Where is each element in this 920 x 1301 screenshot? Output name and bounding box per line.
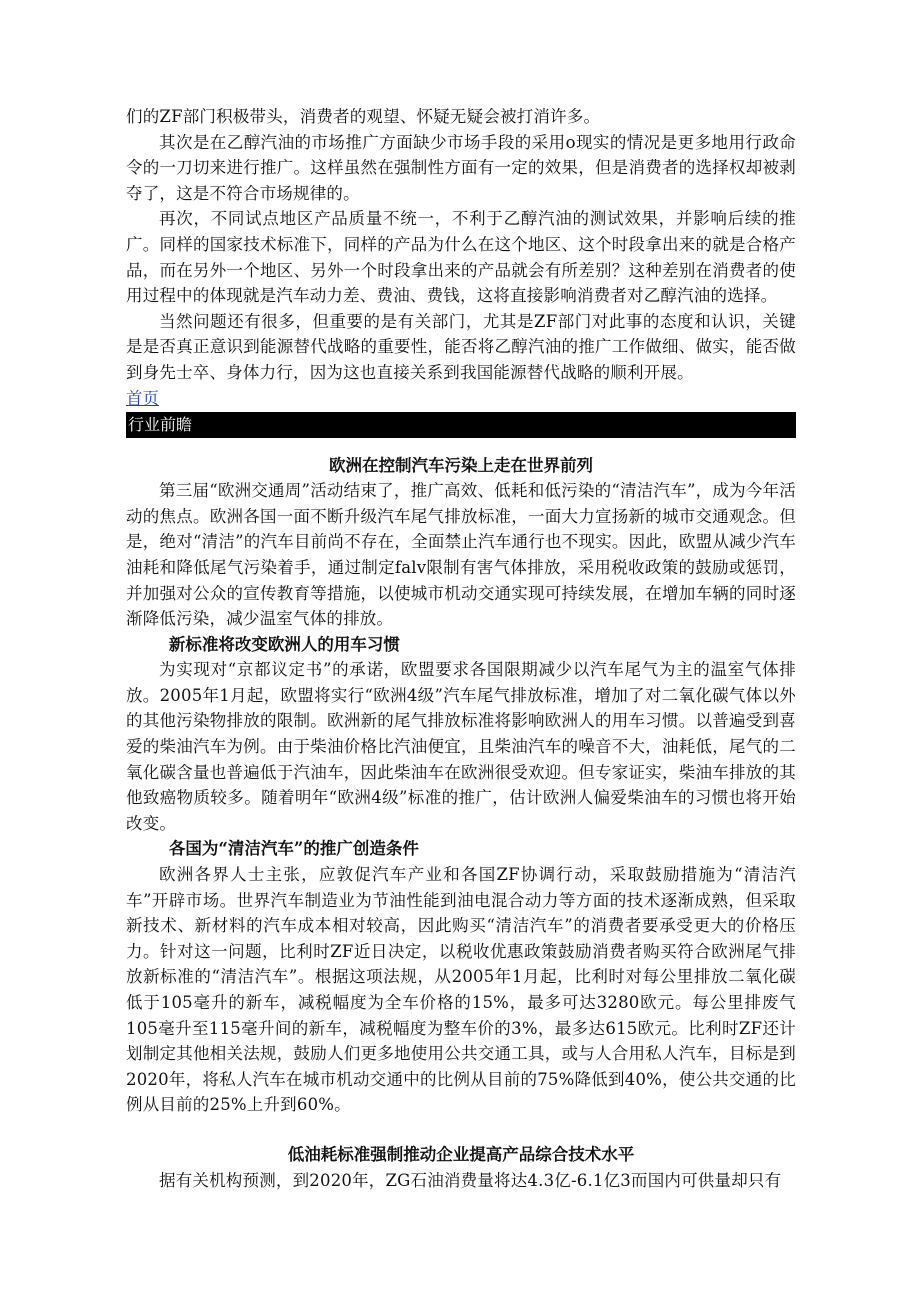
article-2-body: 据有关机构预测，到2020年，ZG石油消费量将达4.3亿-6.1亿3而国内可供量却只有 — [159, 1170, 782, 1190]
intro-paragraph-4: 当然问题还有很多，但重要的是有关部门，尤其是ZF部门对此事的态度和认识，关键是是否真正意识到能源替代战略的重要性，能否将乙醇汽油的推广工作做细、做实，能否做到身先士卒、身体力行，因为这也直接关系到我国能源替代战略的顺利开展。 — [126, 311, 796, 382]
intro-paragraph-1: 们的ZF部门积极带头，消费者的观望、怀疑无疑会被打消许多。 — [126, 107, 601, 126]
article-1-body-1: 为实现对“京都议定书”的承诺，欧盟要求各国限期减少以汽车尾气为主的温室气体排放。2005年1月起，欧盟将实行“欧洲4级”汽车尾气排放标准，增加了对二氧化碳气体以外的其他污染物排放的限制。欧洲新的尾气排放标准将影响欧洲人的用车习惯。以普遍受到喜爱的柴油汽车为例。由于柴油价格比汽油便宜，且柴油汽车的噪音不大，油耗低，尾气的二氧化碳含量也普遍低于汽油车，因此柴油车在欧洲很受欢迎。但专家证实，柴油车排放的其他致癌物质较多。随着明年“欧洲4级”标准的推广，估计欧洲人偏爱柴油车的习惯也将开始改变。 — [126, 660, 796, 833]
article-1-body-2: 欧洲各界人士主张，应敦促汽车产业和各国ZF协调行动，采取鼓励措施为“清洁汽车”开辟市场。世界汽车制造业为节油性能到油电混合动力等方面的技术逐渐成熟，但采取新技术、新材料的汽车成本相对较高，因此购买“清洁汽车”的消费者要承受更大的价格压力。针对这一问题，比利时ZF近日决定，以税收优惠政策鼓励消费者购买符合欧洲尾气排放新标准的“清洁汽车”。根据这项法规，从2005年1月起，比利时对每公里排放二氧化碳低于105毫升的新车，减税幅度为全车价格的15%，最多可达3280欧元。每公里排废气105毫升至115毫升间的新车，减税幅度为整车价的3%，最多达615欧元。比利时ZF还计划制定其他相关法规，鼓励人们更多地使用公共交通工具，或与人合用私人汽车，目标是到2020年，将私人汽车在城市机动交通中的比例从目前的75%降低到40%，使公共交通的比例从目前的25%上升到60%。 — [126, 865, 796, 1115]
intro-paragraph-3: 再次，不同试点地区产品质量不统一，不利于乙醇汽油的测试效果，并影响后续的推广。同样的国家技术标准下，同样的产品为什么在这个地区、这个时段拿出来的就是合格产品，而在另外一个地区、另外一个时段拿出来的产品就会有所差别？这种差别在消费者的使用过程中的体现就是汽车动力差、费油、费钱，这将直接影响消费者对乙醇汽油的选择。 — [126, 209, 796, 306]
document-page — [126, 104, 796, 1193]
article-1-title: 欧洲在控制汽车污染上走在世界前列 — [329, 455, 593, 475]
article-1-subheading-1: 新标准将改变欧洲人的用车习惯 — [168, 634, 400, 654]
article-1-intro: 第三届“欧洲交通周”活动结束了，推广高效、低耗和低污染的“清洁汽车”，成为今年活动的焦点。欧洲各国一面不断升级汽车尾气排放标准，一面大力宣扬新的城市交通观念。但是，绝对“清洁”的汽车目前尚不存在，全面禁止汽车通行也不现实。因此，欧盟从减少汽车油耗和降低尾气污染着手，通过制定falv限制有害气体排放，采用税收政策的鼓励或惩罚，并加强对公众的宣传教育等措施，以使城市机动交通实现可持续发展，在增加车辆的同时逐渐降低污染，减少温室气体的排放。 — [126, 481, 796, 629]
article-1-subheading-2: 各国为“清洁汽车”的推广创造条件 — [168, 839, 419, 859]
article-2-title: 低油耗标准强制推动企业提高产品综合技术水平 — [287, 1144, 635, 1164]
spacer — [126, 1118, 796, 1142]
section-header-bar — [126, 412, 796, 438]
section-title: 行业前瞻 — [128, 414, 193, 434]
intro-paragraph-2: 其次是在乙醇汽油的市场推广方面缺少市场手段的采用o现实的情况是更多地用行政命令的一刀切来进行推广。这样虽然在强制性方面有一定的效果，但是消费者的选择权却被剥夺了，这是不符合市场规律的。 — [126, 132, 796, 203]
home-link[interactable]: 首页 — [126, 388, 159, 408]
spacer — [126, 438, 796, 453]
